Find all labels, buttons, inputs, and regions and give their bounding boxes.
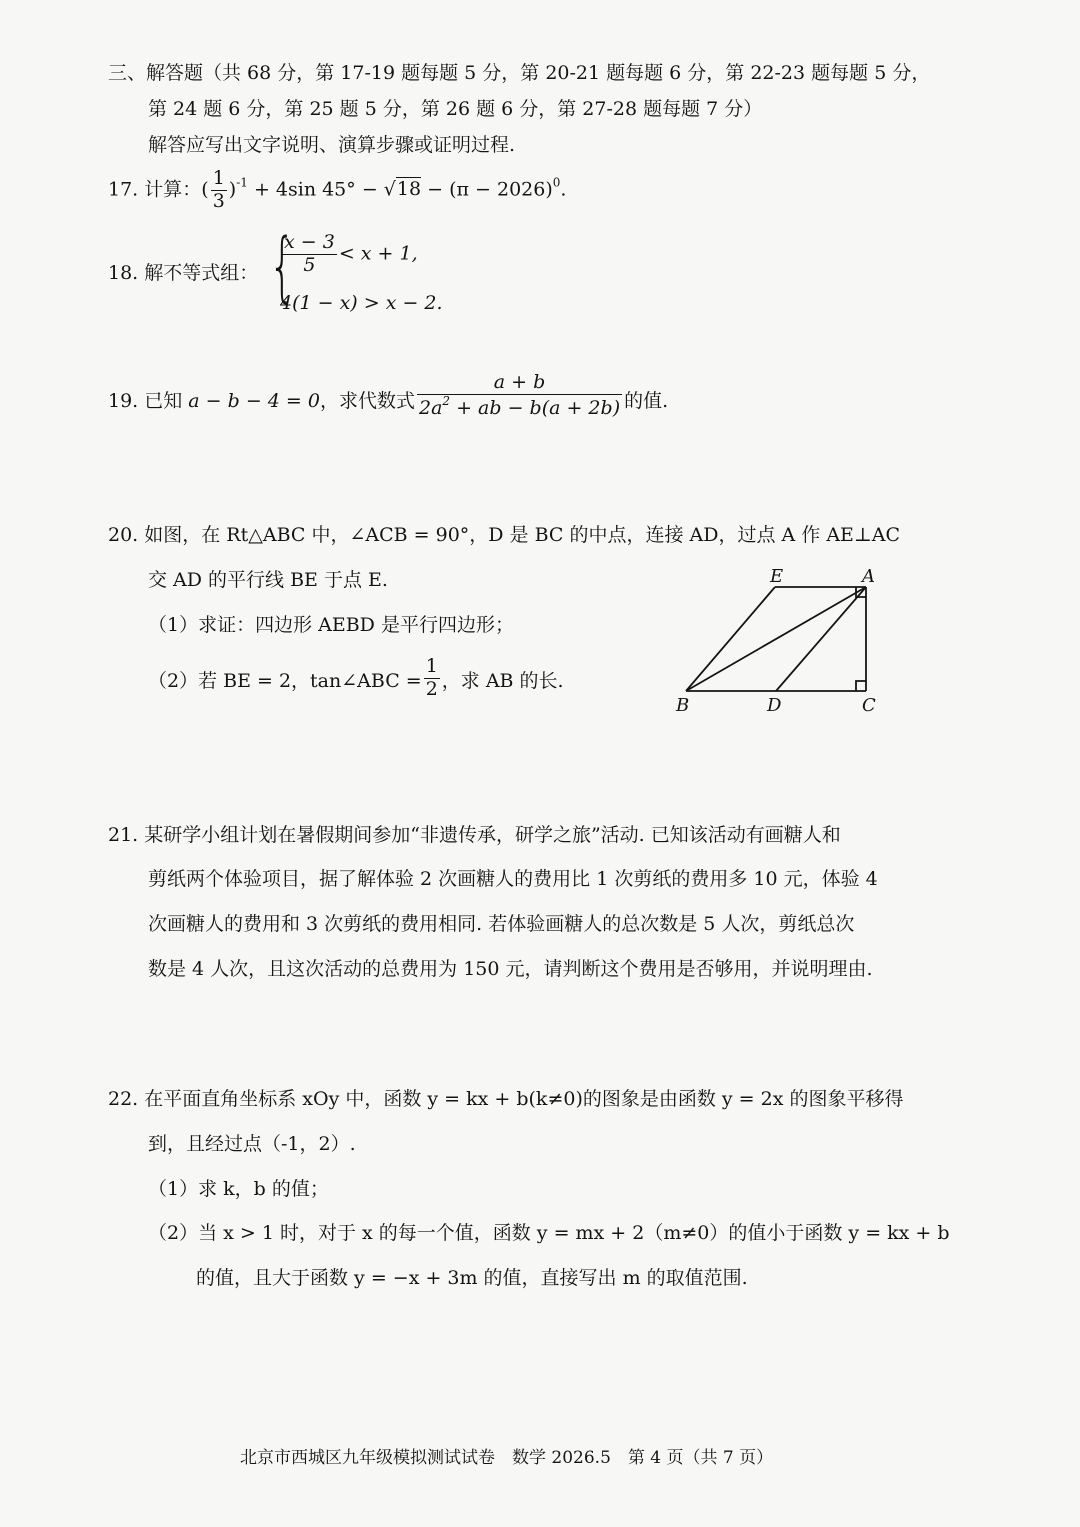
q21-line4: 数是 4 人次，且这次活动的总费用为 150 元，请判断这个费用是否够用，并说明理由.: [148, 958, 873, 980]
q22-line1: 22. 在平面直角坐标系 xOy 中，函数 y = kx + b(k≠0)的图象是由函数 y = 2x 的图象平移得: [108, 1088, 904, 1110]
q22-line2: 到，且经过点（-1，2）.: [148, 1133, 356, 1155]
question-18: [108, 224, 259, 284]
question-19: 19. 已知 a − b − 4 = 0，求代数式 $\frac{a + b}{2a^2 + ab - b(a + 2b)}$ 的值.: [108, 371, 669, 419]
q18-inequality-2: 4(1 − x) > x − 2.: [280, 292, 443, 314]
figure-label-E: E: [770, 566, 784, 587]
section-heading-line1: 三、解答题（共 68 分，第 17-19 题每题 5 分，第 20-21 题每题 6 分，第 22-23 题每题 5 分，: [108, 62, 931, 84]
figure-label-B: B: [676, 695, 690, 716]
q18-inequality-1: $\frac{x - 3}{5}$ < x + 1,: [284, 231, 418, 276]
q18-label: 18. 解不等式组：: [108, 262, 259, 284]
page-footer: 北京市西城区九年级模拟测试试卷 数学 2026.5 第 4 页（共 7 页）: [240, 1448, 774, 1468]
section-instruction: 解答应写出文字说明、演算步骤或证明过程.: [148, 134, 516, 156]
section-heading-line2: 第 24 题 6 分，第 25 题 5 分，第 26 题 6 分，第 27-28 题每题 7 分）: [148, 98, 763, 120]
q21-line2: 剪纸两个体验项目，据了解体验 2 次画糖人的费用比 1 次剪纸的费用多 10 元，体验 4: [148, 868, 878, 890]
figure-label-C: C: [862, 695, 876, 716]
figure-label-D: D: [767, 695, 782, 716]
q22-part2-line1: （2）当 x > 1 时，对于 x 的每一个值，函数 y = mx + 2（m≠0）的值小于函数 y = kx + b: [148, 1222, 950, 1244]
question-17: 17. 计算：( $\frac{1}{3}$ )$^{-1}$ + 4sin $45^\circ - √18 - (\pi - 2026)^0$.: [108, 167, 567, 212]
q17-fraction: $\frac{1}{3}$: [212, 167, 225, 212]
q17-label: 17. 计算：: [108, 178, 202, 201]
q21-line3: 次画糖人的费用和 3 次剪纸的费用相同. 若体验画糖人的总次数是 5 人次，剪纸总次: [148, 913, 855, 935]
q20-part1: （1）求证：四边形 AEBD 是平行四边形；: [148, 614, 514, 636]
q20-part2: （2）若 BE = 2，tan∠ABC = $\frac{1}{2}$ ，求 AB 的长.: [148, 655, 564, 700]
q21-line1: 21. 某研学小组计划在暑假期间参加“非遗传承，研学之旅”活动. 已知该活动有画糖人和: [108, 824, 841, 846]
q20-figure: [670, 565, 890, 720]
q18-brace: {: [268, 221, 296, 310]
q22-part1: （1）求 k，b 的值；: [148, 1178, 329, 1200]
q20-line1: 20. 如图，在 Rt△ABC 中，∠ACB = 90°，D 是 BC 的中点，连接 AD，过点 A 作 AE⊥AC: [108, 524, 901, 546]
q20-line2: 交 AD 的平行线 BE 于点 E.: [148, 569, 388, 591]
figure-label-A: A: [862, 566, 875, 587]
q22-part2-line2: 的值，且大于函数 y = −x + 3m 的值，直接写出 m 的取值范围.: [196, 1267, 748, 1289]
